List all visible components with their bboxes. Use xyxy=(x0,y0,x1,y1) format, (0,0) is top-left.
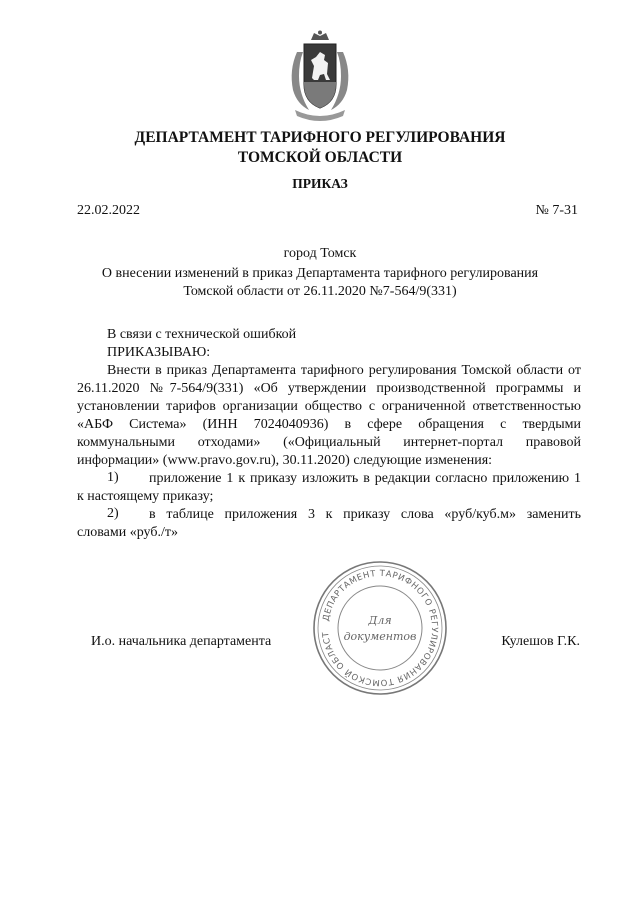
order-subject xyxy=(0,265,640,301)
city-line: город Томск xyxy=(283,246,357,261)
stamp-center-text: документов xyxy=(343,630,417,643)
order-number: № 7-31 xyxy=(535,203,578,218)
stamp-ring-text: ДЕПАРТАМЕНТ ТАРИФНОГО РЕГУЛИРОВАНИЯ ТОМСКОЙ ОБЛАСТ xyxy=(321,568,440,688)
list-item-line: в таблице приложения 3 к приказу слова «руб/куб.м» заменить xyxy=(149,507,581,522)
list-item xyxy=(77,506,581,542)
order-date: 22.02.2022 xyxy=(77,203,140,218)
list-item-number: 2) xyxy=(107,506,119,521)
list-item xyxy=(77,470,581,506)
document-type-heading: ПРИКАЗ xyxy=(292,176,348,191)
intro-text: В связи с технической ошибкой xyxy=(107,327,297,342)
paragraph-line: коммунальными отходами» («Официальный интернет-портал правовой xyxy=(77,435,581,450)
order-word: ПРИКАЗЫВАЮ: xyxy=(107,345,211,360)
stamp-center-text: Для xyxy=(368,614,392,627)
department-title-line1: ДЕПАРТАМЕНТ ТАРИФНОГО РЕГУЛИРОВАНИЯ xyxy=(134,129,506,146)
paragraph-line: установлении тарифов организации общество с ограниченной ответственностью xyxy=(77,399,581,414)
department-title-line2: ТОМСКОЙ ОБЛАСТИ xyxy=(237,149,403,166)
paragraph-line: информации» (www.pravo.gov.ru), 30.11.2020) следующие изменения: xyxy=(77,453,493,468)
main-paragraph xyxy=(77,362,581,470)
subject-line: О внесении изменений в приказ Департамента тарифного регулирования xyxy=(101,266,539,281)
coat-of-arms-emblem xyxy=(287,30,353,122)
official-stamp xyxy=(312,560,448,696)
signatory-name: Кулешов Г.К. xyxy=(501,634,580,649)
paragraph-line: «АБФ Система» (ИНН 7024040936) в сфере обращения с твердыми xyxy=(77,417,581,432)
list-item-number: 1) xyxy=(107,470,119,485)
list-item-line: к настоящему приказу; xyxy=(77,489,214,504)
list-item-line: приложение 1 к приказу изложить в редакции согласно приложению 1 xyxy=(149,471,581,486)
paragraph-line: Внести в приказ Департамента тарифного регулирования Томской области от xyxy=(107,363,581,378)
list-item-line: словами «руб./т» xyxy=(77,525,178,540)
subject-line: Томской области от 26.11.2020 №7-564/9(331) xyxy=(183,284,457,299)
signatory-position: И.о. начальника департамента xyxy=(91,634,272,649)
paragraph-line: 26.11.2020 №7-564/9(331) «Об утверждении производственной программы и xyxy=(77,381,581,396)
